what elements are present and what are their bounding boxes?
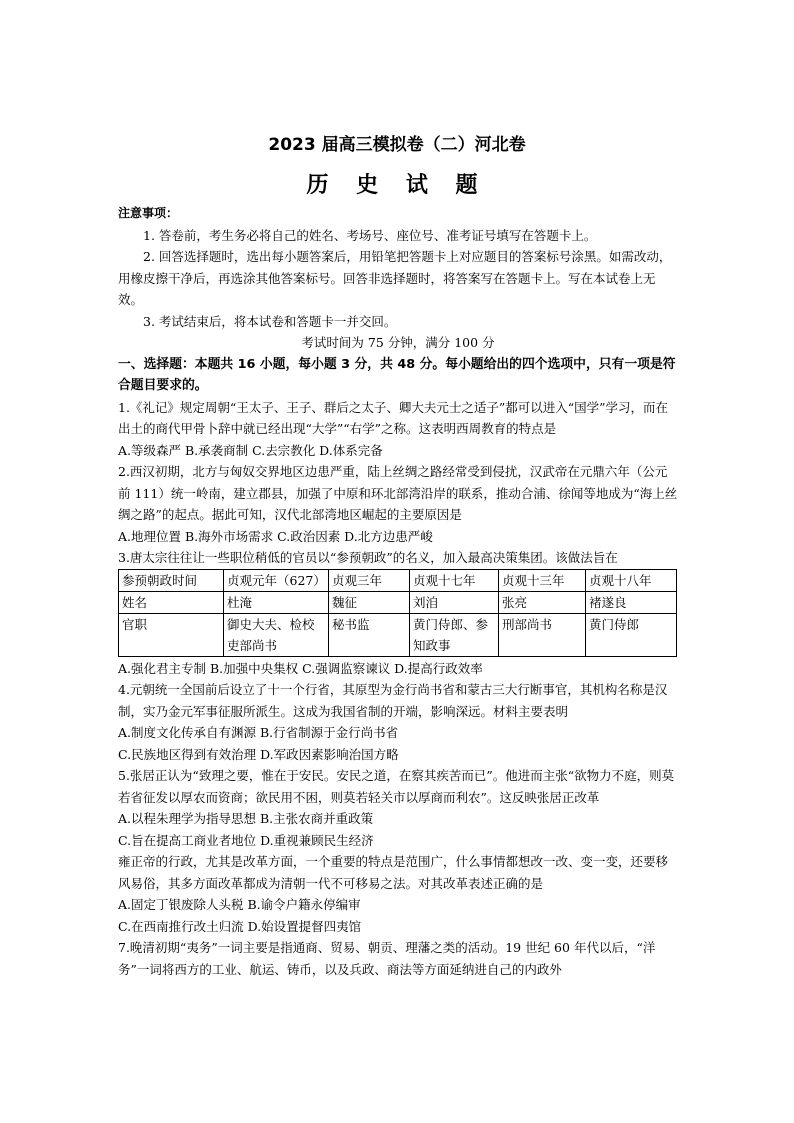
question-5 bbox=[118, 765, 678, 851]
question-2 bbox=[118, 461, 678, 547]
table-row bbox=[119, 569, 677, 591]
question-options: C.在西南推行改土归流 D.始设置提督四夷馆 bbox=[118, 918, 362, 934]
question-options: A.以程朱理学为指导思想 B.主张农商并重政策 bbox=[118, 811, 374, 826]
exam-title: 2023 届高三模拟卷（二）河北卷 bbox=[268, 135, 526, 155]
question-1 bbox=[118, 397, 678, 462]
table-cell: 贞观十七年 bbox=[410, 569, 499, 591]
table-cell: 御史大夫、检校吏部尚书 bbox=[224, 613, 329, 656]
notice-item: 1. 答卷前，考生务必将自己的姓名、考场号、座位号、准考证号填写在答题卡上。 bbox=[143, 227, 597, 243]
table-cell: 秘书监 bbox=[329, 613, 410, 656]
table-cell: 贞观十八年 bbox=[586, 569, 677, 591]
question-7 bbox=[118, 937, 678, 980]
question-stem: 7.晚清初期“夷务”一词主要是指通商、贸易、朝贡、理藩之类的活动。19 世纪 60 年代以后，“洋务”一词将西方的工业、航运、铸币，以及兵政、商法等方面延纳进自己的内政外 bbox=[118, 940, 656, 977]
section-heading: 一、选择题：本题共 16 小题，每小题 3 分，共 48 分。每小题给出的四个选项中，只有一项是符合题目要求的。 bbox=[118, 356, 676, 393]
notice-item: 3. 考试结束后，将本试卷和答题卡一并交回。 bbox=[143, 313, 397, 329]
subject-title: 历 史 试 题 bbox=[306, 173, 488, 198]
question-options: A.等级森严 B.承袭商制 C.去宗教化 D.体系完备 bbox=[118, 442, 383, 458]
question-stem: 1.《礼记》规定周朝“王太子、王子、群后之太子、卿大夫元士之适子”都可以进入“国学”学习，而在出土的商代甲骨卜辞中就已经出现“大学”“右学”之称。这表明西周教育的特点是 bbox=[118, 399, 668, 436]
time-info: 考试时间为 75 分钟，满分 100 分 bbox=[301, 335, 495, 350]
question-options: A.地理位置 B.海外市场需求 C.政治因素 D.北方边患严峻 bbox=[118, 528, 433, 544]
table-cell: 贞观元年（627） bbox=[224, 569, 329, 591]
table-row bbox=[119, 613, 677, 656]
table-cell: 黄门侍郎、参知政事 bbox=[410, 613, 499, 656]
question-stem: 3.唐太宗往往让一些职位稍低的官员以“参预朝政”的名义，加入最高决策集团。该做法旨在 bbox=[118, 550, 618, 565]
table-cell: 刘洎 bbox=[410, 591, 499, 613]
notice-item: 2. 回答选择题时，选出每小题答案后，用铅笔把答题卡上对应题目的答案标号涂黑。如需改动，用橡皮擦干净后，再选涂其他答案标号。回答非选择题时，将答案写在答题卡上。写在本试卷上无效。 bbox=[118, 249, 672, 307]
table-cell: 褚遂良 bbox=[586, 591, 677, 613]
table-cell: 杜淹 bbox=[224, 591, 329, 613]
question-stem: 5.张居正认为“致理之要，惟在于安民。安民之道，在察其疾苦而已”。他进而主张“欲物力不庭，则莫若省征发以厚农而资商；欲民用不困，则莫若轻关市以厚商而利农”。这反映张居正改革 bbox=[118, 768, 675, 805]
question-options: C.民族地区得到有效治理 D.军政因素影响治国方略 bbox=[118, 746, 399, 762]
question-4 bbox=[118, 679, 678, 765]
question-options: A.强化君主专制 B.加强中央集权 C.强调监察谏议 D.提高行政效率 bbox=[118, 660, 483, 676]
question-3 bbox=[118, 547, 678, 679]
table-cell: 黄门侍郎 bbox=[586, 613, 677, 656]
table-cell: 魏征 bbox=[329, 591, 410, 613]
table-row bbox=[119, 591, 677, 613]
question-stem: 4.元朝统一全国前后设立了十一个行省，其原型为金行尚书省和蒙古三大行断事官，其机构名称是汉制，实乃金元军事征服所派生。这成为我国省制的开端，影响深远。材料主要表明 bbox=[118, 682, 668, 719]
table-cell: 张亮 bbox=[499, 591, 586, 613]
question-stem: 雍正帝的行政，尤其是改革方面，一个重要的特点是范围广，什么事情都想改一改、变一变，还要移风易俗，其多方面改革都成为清朝一代不可移易之法。对其改革表述正确的是 bbox=[118, 854, 669, 891]
question-options: C.旨在提高工商业者地位 D.重视兼顾民生经济 bbox=[118, 832, 374, 848]
question-options: A.固定丁银废除人头税 B.谕令户籍永停编审 bbox=[118, 897, 361, 912]
table-cell: 贞观三年 bbox=[329, 569, 410, 591]
question-6 bbox=[118, 851, 678, 937]
table-cell: 官职 bbox=[119, 613, 224, 656]
exam-body bbox=[118, 203, 678, 980]
table-cell: 参预朝政时间 bbox=[119, 569, 224, 591]
table-cell: 姓名 bbox=[119, 591, 224, 613]
table-cell: 贞观十三年 bbox=[499, 569, 586, 591]
notice-heading: 注意事项： bbox=[118, 206, 179, 220]
table-cell: 刑部尚书 bbox=[499, 613, 586, 656]
question-options: A.制度文化传承自有渊源 B.行省制源于金行尚书省 bbox=[118, 725, 399, 740]
question-stem: 2.西汉初期，北方与匈奴交界地区边患严重，陆上丝绸之路经常受到侵扰，汉武帝在元鼎六年（公元前 111）统一岭南，建立郡县，加强了中原和环北部湾沿岸的联系，推动合浦、徐闻等地成为“海上丝绸之路”的起点。据此可知，汉代北部湾地区崛起的主要原因是 bbox=[118, 464, 678, 522]
official-table bbox=[118, 569, 677, 657]
